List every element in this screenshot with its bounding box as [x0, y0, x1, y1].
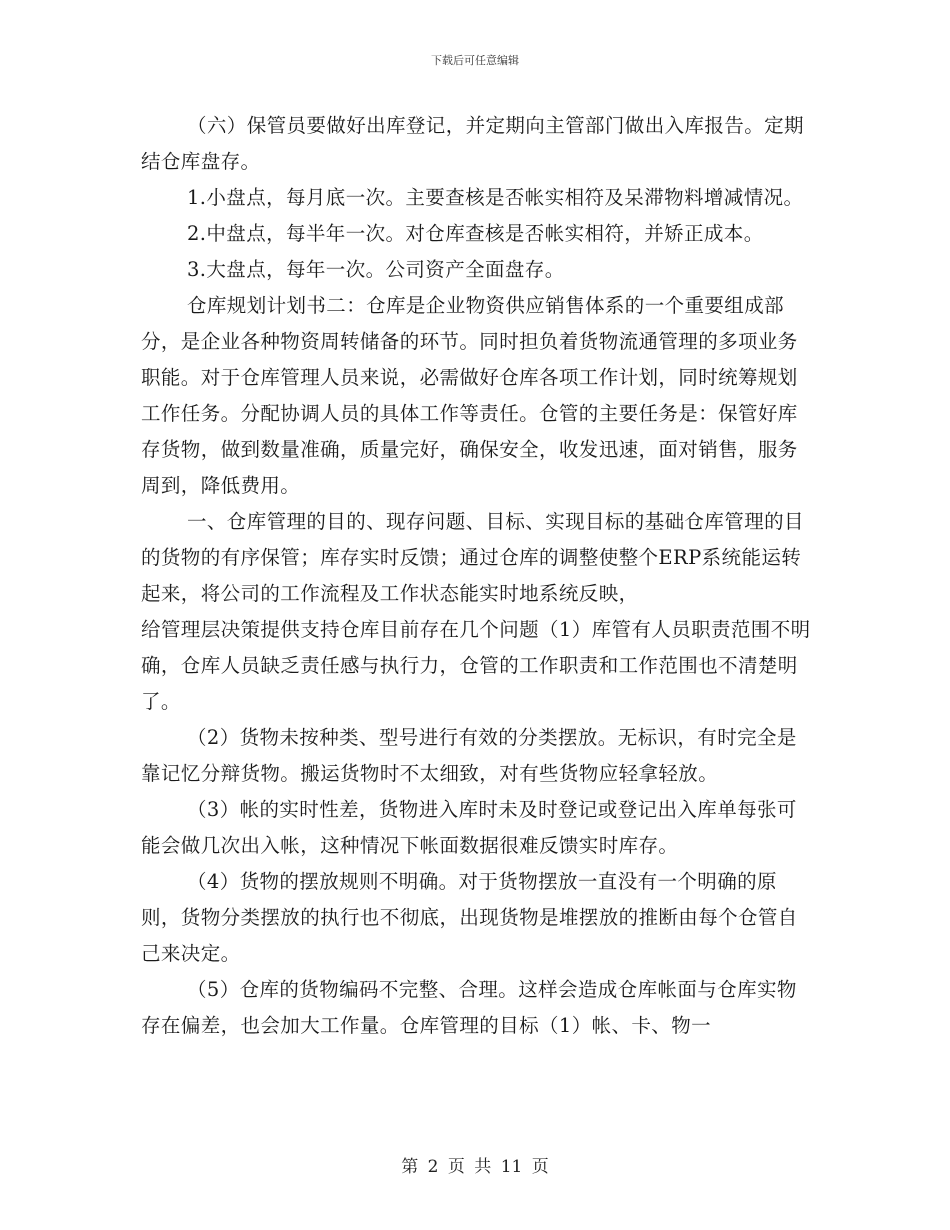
- paragraph: （六）保管员要做好出库登记，并定期向主管部门做出入库报告。定期结仓库盘存。: [141, 114, 804, 173]
- paragraph: 仓库规划计划书二：仓库是企业物资供应销售体系的一个重要组成部分，是企业各种物资周转储备的环节。同时担负着货物流通管理的多项业务职能。对于仓库管理人员来说，必需做好仓库各项工作计划，同时统筹规划工作任务。分配协调人员的具体工作等责任。仓管的主要任务是：保管好库存货物，做到数量准确，质量完好，确保安全，收发迅速，面对销售，服务周到，降低费用。: [141, 294, 798, 497]
- paragraph: 1.小盘点，每月底一次。主要查核是否帐实相符及呆滞物料增减情况。: [187, 186, 804, 209]
- paragraph: 2.中盘点，每半年一次。对仓库查核是否帐实相符，并矫正成本。: [187, 222, 764, 245]
- document-body: [141, 108, 811, 1044]
- page-header: 下载后可任意编辑: [431, 54, 519, 67]
- paragraph: （3）帐的实时性差，货物进入库时未及时登记或登记出入库单每张可能会做几次出入帐，这种情况下帐面数据很难反馈实时库存。: [141, 798, 797, 857]
- paragraph: 一、仓库管理的目的、现存问题、目标、实现目标的基础仓库管理的目的货物的有序保管；库存实时反馈；通过仓库的调整使整个ERP系统能运转起来，将公司的工作流程及工作状态能实时地系统反映，: [141, 510, 804, 605]
- paragraph: （2）货物未按种类、型号进行有效的分类摆放。无标识，有时完全是靠记忆分辩货物。搬运货物时不太细致，对有些货物应轻拿轻放。: [141, 726, 797, 785]
- page-footer: 第 2 页 共 11 页: [401, 1157, 549, 1177]
- paragraph: （5）仓库的货物编码不完整、合理。这样会造成仓库帐面与仓库实物存在偏差，也会加大工作量。仓库管理的目标（1）帐、卡、物一: [141, 978, 797, 1037]
- paragraph: （4）货物的摆放规则不明确。对于货物摆放一直没有一个明确的原则，货物分类摆放的执行也不彻底，出现货物是堆摆放的推断由每个仓管自己来决定。: [141, 870, 798, 965]
- paragraph: 3.大盘点，每年一次。公司资产全面盘存。: [187, 258, 565, 281]
- paragraph: 给管理层决策提供支持仓库目前存在几个问题（1）库管有人员职责范围不明确，仓库人员缺乏责任感与执行力，仓管的工作职责和工作范围也不清楚明了。: [141, 618, 811, 713]
